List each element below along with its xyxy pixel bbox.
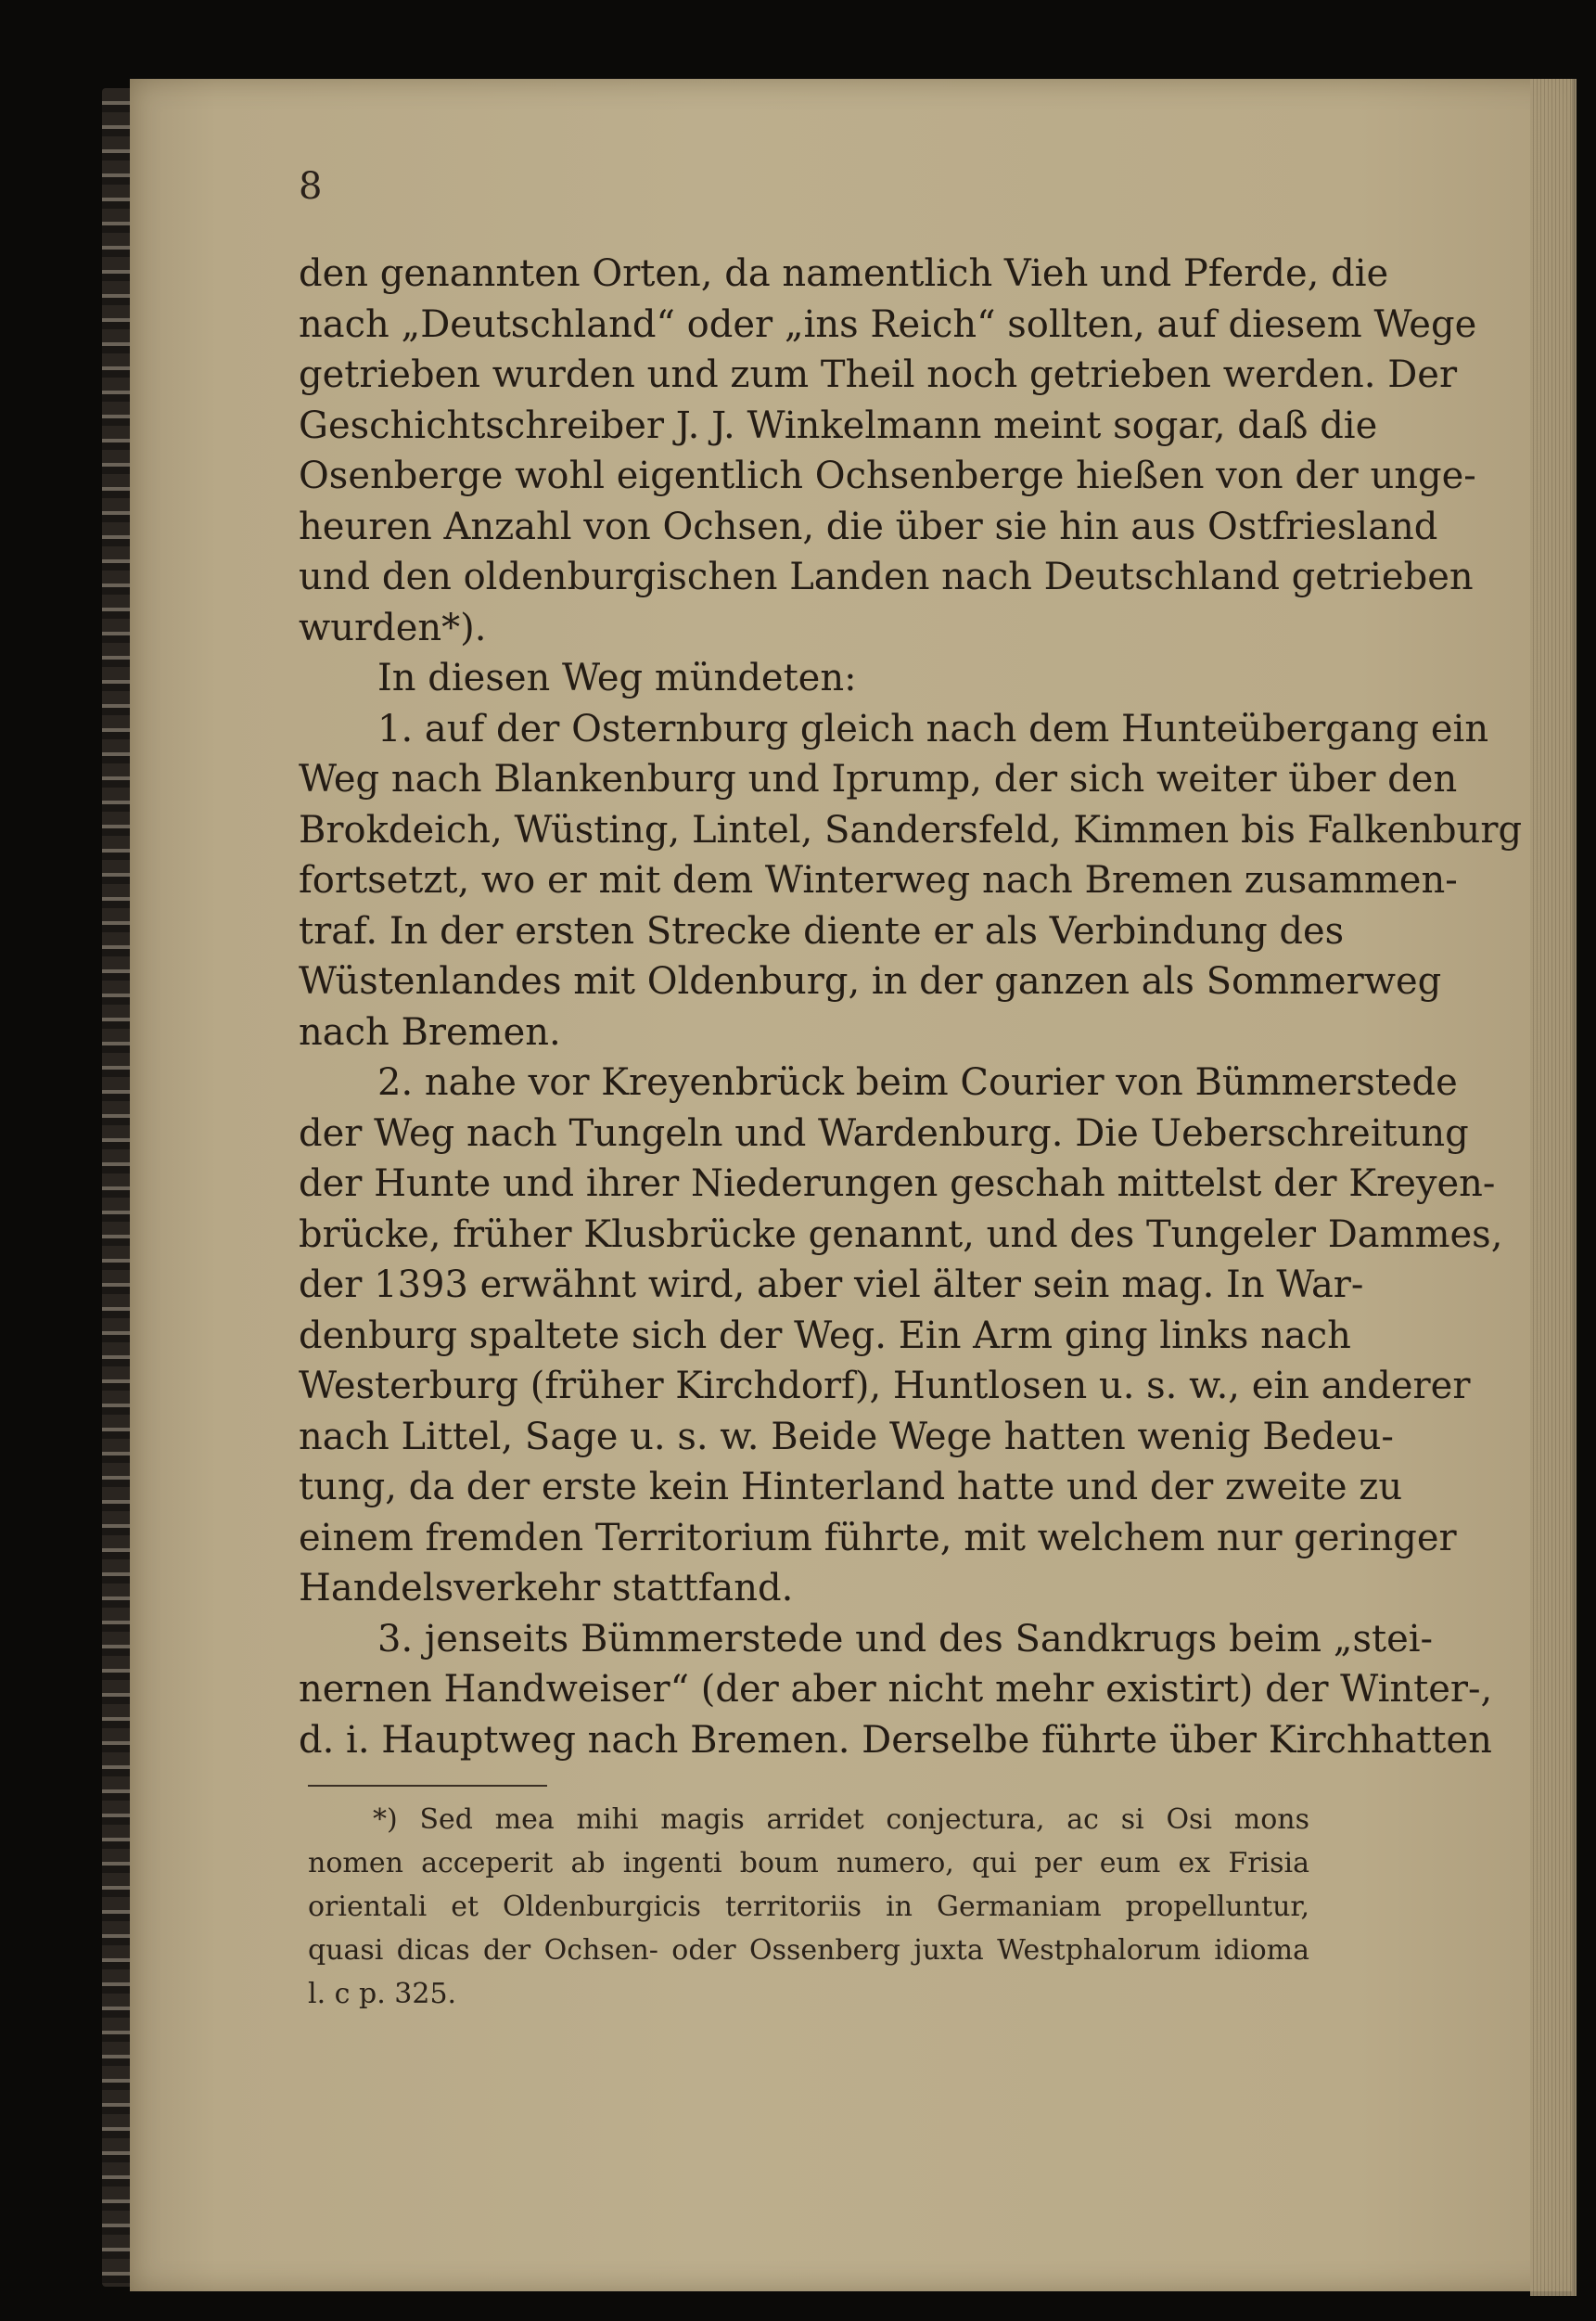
footnote-line: quasi dicas der Ochsen- oder Ossenberg juxta Westphalorum idioma [308, 1934, 1309, 1967]
text-line: fortsetzt, wo er mit dem Winterweg nach Bremen zusammen- [299, 859, 1458, 902]
text-line: den genannten Orten, da namentlich Vieh und Pferde, die [299, 252, 1389, 295]
text-line: Weg nach Blankenburg und Iprump, der sich weiter über den [299, 758, 1458, 801]
text-line: nach Bremen. [299, 1010, 561, 1054]
text-line: traf. In der ersten Strecke diente er als Verbindung des [299, 909, 1345, 953]
footnote-line: *) Sed mea mihi magis arridet conjectura, ac si Osi mons [373, 1803, 1309, 1836]
text-line: 2. nahe vor Kreyenbrück beim Courier von Bümmerstede [377, 1061, 1458, 1104]
text-line: tung, da der erste kein Hinterland hatte und der zweite zu [299, 1466, 1403, 1508]
text-line: nach Littel, Sage u. s. w. Beide Wege hatten wenig Bedeu- [299, 1415, 1394, 1458]
text-line: In diesen Weg mündeten: [377, 657, 857, 699]
text-line: Handelsverkehr stattfand. [299, 1567, 794, 1609]
text-line: Osenberge wohl eigentlich Ochsenberge hießen von der unge- [299, 455, 1476, 497]
text-line: heuren Anzahl von Ochsen, die über sie hin aus Ostfriesland [299, 505, 1438, 548]
text-line: d. i. Hauptweg nach Bremen. Derselbe führte über Kirchhatten [299, 1718, 1492, 1762]
text-line: der 1393 erwähnt wird, aber viel älter sein mag. In War- [299, 1263, 1364, 1306]
text-line: getrieben wurden und zum Theil noch getrieben werden. Der [299, 353, 1458, 396]
text-line: nernen Handweiser“ (der aber nicht mehr existirt) der Winter-, [299, 1668, 1493, 1711]
text-line: Wüstenlandes mit Oldenburg, in der ganzen als Sommerweg [299, 960, 1442, 1003]
footnote-rule [308, 1785, 547, 1787]
text-line: 3. jenseits Bümmerstede und des Sandkrugs beim „stei- [377, 1617, 1434, 1661]
footnote-line: nomen acceperit ab ingenti boum numero, qui per eum ex Frisia [308, 1847, 1309, 1879]
text-line: Geschichtschreiber J. J. Winkelmann meint sogar, daß die [299, 404, 1378, 447]
footnote-line: orientali et Oldenburgicis territoriis in Germaniam propelluntur, [308, 1891, 1309, 1923]
text-line: 1. auf der Osternburg gleich nach dem Hunteübergang ein [377, 707, 1489, 750]
text-line: Brokdeich, Wüsting, Lintel, Sandersfeld, Kimmen bis Falkenburg [299, 808, 1523, 852]
text-line: brücke, früher Klusbrücke genannt, und des Tungeler Dammes, [299, 1212, 1503, 1256]
text-line: einem fremden Territorium führte, mit welchem nur geringer [299, 1516, 1457, 1559]
text-line: der Weg nach Tungeln und Wardenburg. Die Ueberschreitung [299, 1111, 1469, 1155]
text-line: der Hunte und ihrer Niederungen geschah mittelst der Kreyen- [299, 1162, 1496, 1205]
body-text [299, 249, 1523, 1765]
text-line: nach „Deutschland“ oder „ins Reich“ sollten, auf diesem Wege [299, 302, 1477, 346]
text-line: denburg spaltete sich der Weg. Ein Arm ging links nach [299, 1314, 1351, 1357]
text-line: und den oldenburgischen Landen nach Deutschland getrieben [299, 556, 1474, 598]
text-line: Westerburg (früher Kirchdorf), Huntlosen u. s. w., ein anderer [299, 1365, 1471, 1407]
footnote [308, 1798, 1309, 2016]
page-edges [1530, 79, 1577, 2296]
footnote-line: l. c p. 325. [308, 1978, 457, 2010]
page-number: 8 [299, 165, 323, 208]
text-line: wurden*). [299, 606, 487, 649]
